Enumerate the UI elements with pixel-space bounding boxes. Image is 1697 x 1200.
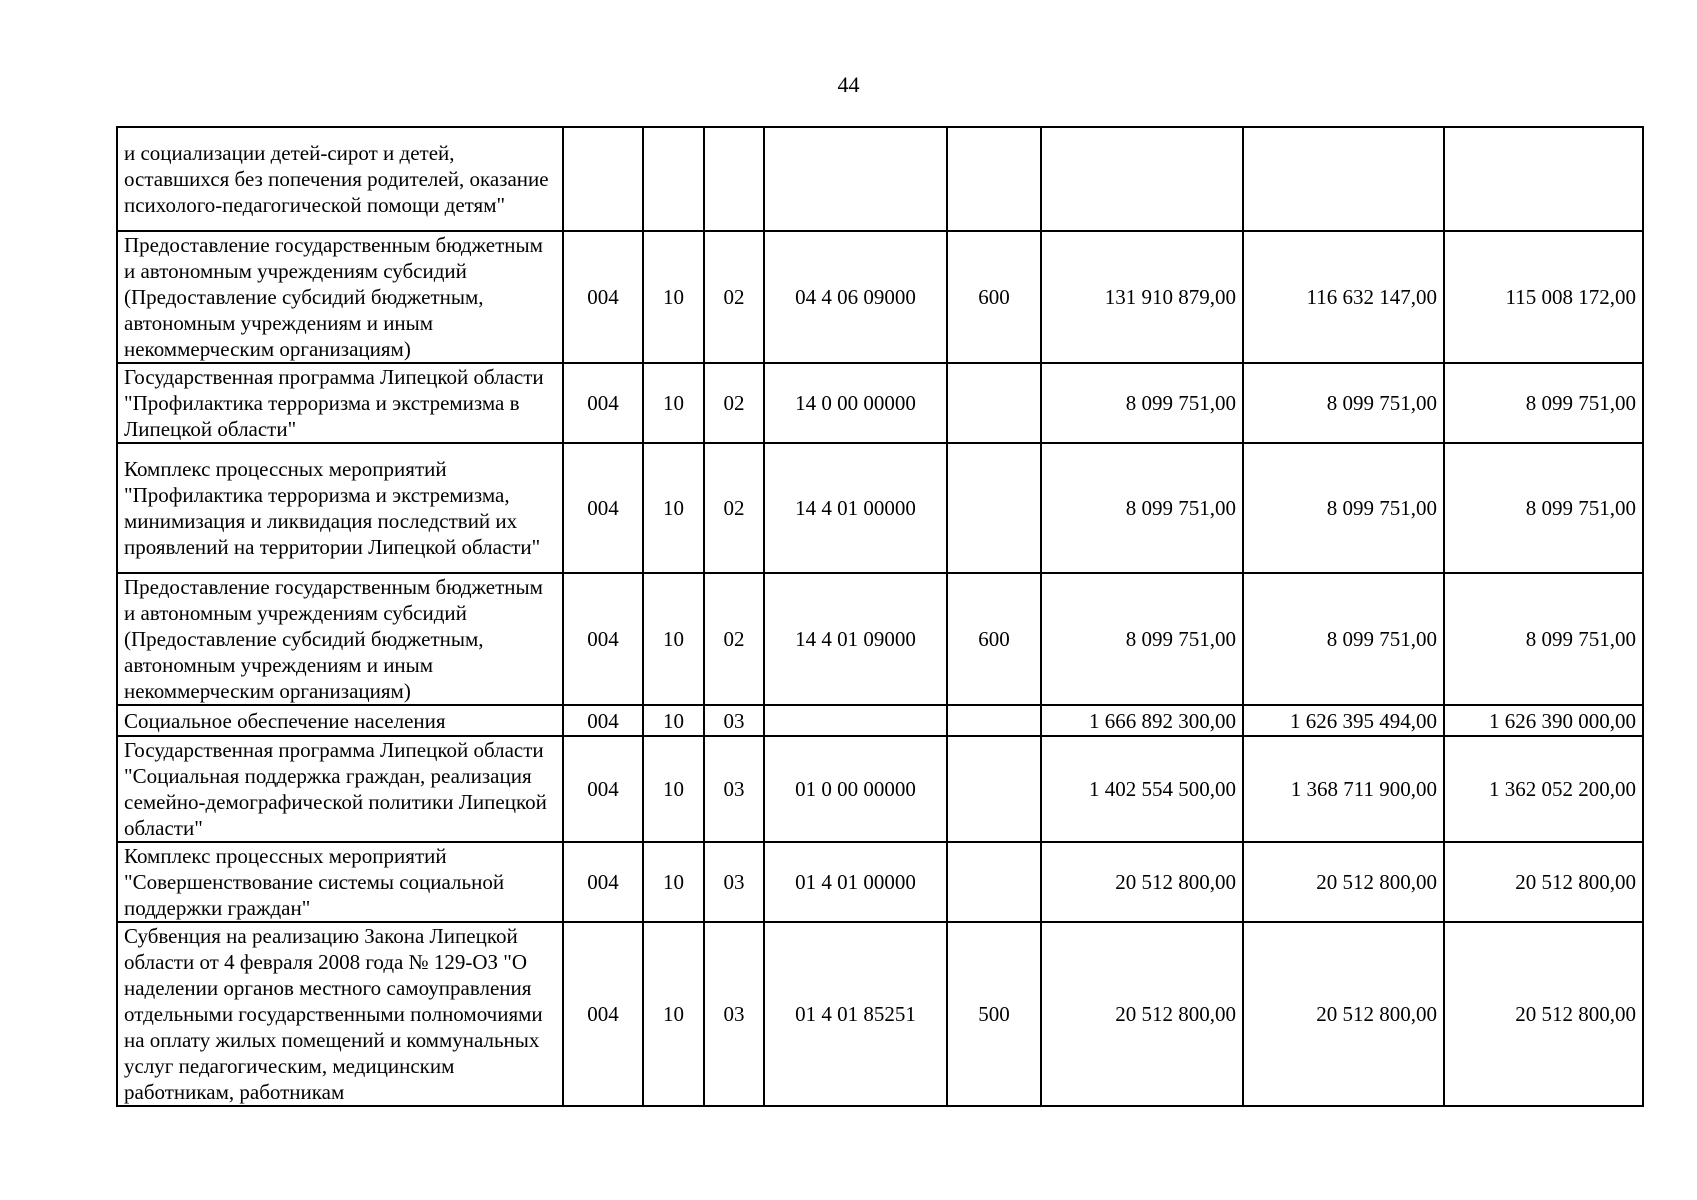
vr-cell [947, 705, 1041, 736]
row-name-cell: Государственная программа Липецкой области "Профилактика терроризма и экстремизма в Липецкой области" [117, 363, 563, 443]
year1-cell: 1 666 892 300,00 [1041, 705, 1243, 736]
year1-cell: 20 512 800,00 [1041, 842, 1243, 922]
table-row [117, 443, 1643, 573]
year3-cell: 20 512 800,00 [1444, 922, 1643, 1106]
year1-cell: 8 099 751,00 [1041, 443, 1243, 573]
row-name-cell: Комплекс процессных мероприятий "Совершенствование системы социальной поддержки граждан" [117, 842, 563, 922]
ved-cell: 004 [563, 443, 643, 573]
ved-cell: 004 [563, 231, 643, 363]
rz-cell: 10 [643, 573, 704, 705]
table-row [117, 363, 1643, 443]
year3-cell: 8 099 751,00 [1444, 443, 1643, 573]
year1-cell: 8 099 751,00 [1041, 363, 1243, 443]
pr-cell: 03 [704, 922, 764, 1106]
row-name-cell: Предоставление государственным бюджетным и автономным учреждениям субсидий (Предоставление субсидий бюджетным, автономным учреждениям и иным некоммерческим организациям) [117, 573, 563, 705]
year1-cell: 1 402 554 500,00 [1041, 736, 1243, 842]
year2-cell: 20 512 800,00 [1243, 922, 1444, 1106]
pr-cell: 03 [704, 842, 764, 922]
row-name-cell: Субвенция на реализацию Закона Липецкой области от 4 февраля 2008 года № 129-ОЗ "О наделении органов местного самоуправления отдельными государственными полномочиями на оплату жилых помещений и коммунальных услуг педагогическим, медицинским работникам, работникам [117, 922, 563, 1106]
year2-cell: 8 099 751,00 [1243, 443, 1444, 573]
rz-cell: 10 [643, 922, 704, 1106]
table-row [117, 231, 1643, 363]
table-row [117, 705, 1643, 736]
ved-cell: 004 [563, 842, 643, 922]
pr-cell: 02 [704, 231, 764, 363]
year2-cell: 8 099 751,00 [1243, 573, 1444, 705]
pr-cell [704, 127, 764, 231]
csr-cell: 01 0 00 00000 [764, 736, 947, 842]
year3-cell: 115 008 172,00 [1444, 231, 1643, 363]
rz-cell [643, 127, 704, 231]
year1-cell: 131 910 879,00 [1041, 231, 1243, 363]
vr-cell [947, 736, 1041, 842]
ved-cell: 004 [563, 363, 643, 443]
table-row [117, 736, 1643, 842]
table-row [117, 573, 1643, 705]
pr-cell: 02 [704, 443, 764, 573]
year2-cell: 8 099 751,00 [1243, 363, 1444, 443]
rz-cell: 10 [643, 231, 704, 363]
vr-cell [947, 842, 1041, 922]
row-name-cell: и социализации детей-сирот и детей, оставшихся без попечения родителей, оказание психолого-педагогической помощи детям" [117, 127, 563, 231]
ved-cell: 004 [563, 736, 643, 842]
table-row [117, 842, 1643, 922]
year3-cell: 1 626 390 000,00 [1444, 705, 1643, 736]
vr-cell [947, 363, 1041, 443]
year3-cell: 8 099 751,00 [1444, 573, 1643, 705]
table-row [117, 127, 1643, 231]
ved-cell [563, 127, 643, 231]
rz-cell: 10 [643, 443, 704, 573]
year2-cell: 116 632 147,00 [1243, 231, 1444, 363]
vr-cell: 500 [947, 922, 1041, 1106]
ved-cell: 004 [563, 573, 643, 705]
row-name-cell: Предоставление государственным бюджетным и автономным учреждениям субсидий (Предоставление субсидий бюджетным, автономным учреждениям и иным некоммерческим организациям) [117, 231, 563, 363]
pr-cell: 02 [704, 363, 764, 443]
year2-cell: 1 368 711 900,00 [1243, 736, 1444, 842]
csr-cell [764, 127, 947, 231]
csr-cell: 14 4 01 09000 [764, 573, 947, 705]
year3-cell [1444, 127, 1643, 231]
year2-cell: 1 626 395 494,00 [1243, 705, 1444, 736]
year1-cell: 20 512 800,00 [1041, 922, 1243, 1106]
pr-cell: 03 [704, 736, 764, 842]
csr-cell: 01 4 01 00000 [764, 842, 947, 922]
csr-cell: 14 4 01 00000 [764, 443, 947, 573]
pr-cell: 02 [704, 573, 764, 705]
rz-cell: 10 [643, 842, 704, 922]
table-row [117, 922, 1643, 1106]
year3-cell: 8 099 751,00 [1444, 363, 1643, 443]
year3-cell: 20 512 800,00 [1444, 842, 1643, 922]
vr-cell [947, 127, 1041, 231]
rz-cell: 10 [643, 363, 704, 443]
year2-cell [1243, 127, 1444, 231]
csr-cell [764, 705, 947, 736]
rz-cell: 10 [643, 736, 704, 842]
vr-cell: 600 [947, 231, 1041, 363]
budget-table [116, 126, 1644, 1107]
vr-cell [947, 443, 1041, 573]
year2-cell: 20 512 800,00 [1243, 842, 1444, 922]
csr-cell: 04 4 06 09000 [764, 231, 947, 363]
year1-cell [1041, 127, 1243, 231]
ved-cell: 004 [563, 922, 643, 1106]
row-name-cell: Комплекс процессных мероприятий "Профилактика терроризма и экстремизма, минимизация и ликвидация последствий их проявлений на территории Липецкой области" [117, 443, 563, 573]
row-name-cell: Социальное обеспечение населения [117, 705, 563, 736]
csr-cell: 14 0 00 00000 [764, 363, 947, 443]
row-name-cell: Государственная программа Липецкой области "Социальная поддержка граждан, реализация семейно-демографической политики Липецкой области" [117, 736, 563, 842]
page-number: 44 [837, 72, 860, 97]
pr-cell: 03 [704, 705, 764, 736]
ved-cell: 004 [563, 705, 643, 736]
rz-cell: 10 [643, 705, 704, 736]
vr-cell: 600 [947, 573, 1041, 705]
year1-cell: 8 099 751,00 [1041, 573, 1243, 705]
year3-cell: 1 362 052 200,00 [1444, 736, 1643, 842]
csr-cell: 01 4 01 85251 [764, 922, 947, 1106]
